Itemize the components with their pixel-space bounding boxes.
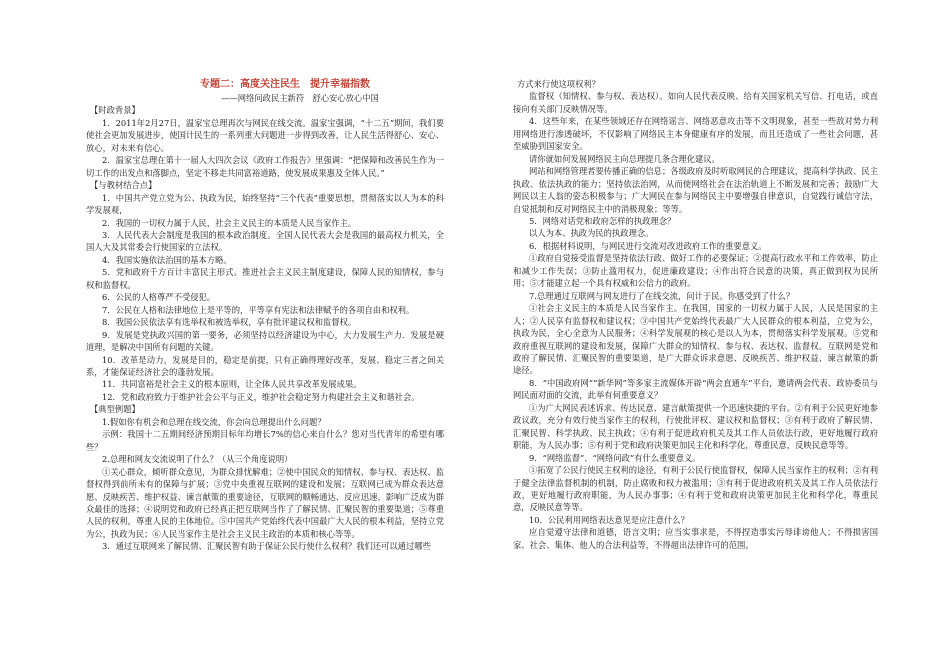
paragraph: 9．发展是党执政兴国的第一要务，必须坚持以经济建设为中心，大力发展生产力．发展是硬道理，是解决中国所有问题的关键。 <box>86 329 444 353</box>
right-column <box>513 78 878 551</box>
section-heading: 【与教材结合点】 <box>90 180 157 191</box>
paragraph: ①关心群众，倾听群众意见，为群众排忧解难；②使中国民众的知情权、参与权、表达权、监督权得到前所未有的保障与扩展；③党中央重视互联网的建设和发展；互联网已成为群众表达意愿、反映疾苦、维护权益、谏言献策的重要途径，互联网的顺畅通达、反应迅速、影响广泛成为群众最佳的选择；④说明党和政府已经真正把互联网当作了了解民情、汇聚民智的重要渠道；⑤尊重人民的权利，尊重人民的主体地位。⑤中国共产党始终代表中国最广大人民的根本利益，坚持立党为公，执政为民；⑥人民当家作主是社会主义民主政治的本质和核心等等。 <box>86 466 444 539</box>
paragraph: 5．网络对话党和政府怎样的执政理念？ <box>529 215 676 226</box>
paragraph: 示例：我国十二五期间经济预期目标年均增长7%的信心来自什么？您对当代青年的希望有哪些？ <box>86 429 444 452</box>
paragraph: 7.总理通过互联网与网友进行了在线交流，问计于民。你感受到了什么？ <box>529 290 795 301</box>
section-heading: 方式来行使这项权利？ <box>517 79 600 89</box>
paragraph: 10．公民利用网络表达意见是应注意什么？ <box>529 514 689 525</box>
paragraph: 应自觉遵守法律和道德，语言文明；应当实事求是，不得捏造事实污辱诽谤他人；不得损害国家、社会、集体、他人的合法利益等，不得超出法律许可的范围。 <box>513 527 878 550</box>
paragraph: 2．我国的一切权力属于人民，社会主义民主的本质是人民当家作主。 <box>102 217 357 228</box>
paragraph: 网站和网络管理者要传播正确的信息；各级政府及时听取网民的合理建议，提高科学执政、民主执政、依法执政的能力；坚持依法治网，从而使网络社会在法治轨道上不断发展和完善；鼓励广大网民以主人翁的姿态积极参与；广大网民在参与网络民主中要增强自律意识，自觉践行诚信守法，自觉抵制和反对网络民主中的消极现象；等等。 <box>513 166 878 214</box>
paragraph: 2．温家宝总理在第十一届人大四次会议《政府工作报告》里强调：“把保障和改善民生作为一切工作的出发点和落脚点，坚定不移走共同富裕道路，使发展成果惠及全体人民。” <box>86 155 444 178</box>
document-title: 专题二：高度关注民生 提升幸福指数 <box>200 79 370 90</box>
paragraph: 6．公民的人格尊严不受侵犯。 <box>102 292 216 303</box>
section-heading: 【典型例题】 <box>90 404 140 415</box>
left-column <box>86 78 444 553</box>
paragraph: 1.假如你有机会和总理在线交流，你会向总理提出什么问题？ <box>102 416 326 427</box>
paragraph: 7．公民在人格和法律地位上是平等的，平等享有宪法和法律赋予的各项自由和权利。 <box>102 304 415 315</box>
paragraph: 9．“网络监督”、“网络问政”有什么重要意义。 <box>529 452 701 463</box>
paragraph: 6．根据材料说明，与网民进行交流对改进政府工作的重要意义。 <box>529 240 767 251</box>
paragraph: 1．中国共产党立党为公、执政为民，始终坚持“三个代表”重要思想，贯彻落实以人为本的科学发展观， <box>86 192 444 216</box>
paragraph: ①社会主义民主的本质是人民当家作主。在我国，国家的一切权力属于人民，人民是国家的主人；②人民享有监督权和建议权；③中国共产党始终代表最广大人民群众的根本利益，立党为公，执政为民，全心全意为人民服务；④科学发展观的核心是以人为本，贯彻落实科学发展观。⑤党和政府重视互联网的建设和发展，保障广大群众的知情权、参与权、表达权、监督权。互联网是党和政府了解民情、汇聚民智的重要渠道，是广大群众诉求意愿、反映疾苦、维护权益、谏言献策的新途径。 <box>513 303 878 376</box>
paragraph: 10．改革是动力，发展是目的，稳定是前提，只有正确得理好改革，发展、稳定三者之间关系，才能保证经济社会的蓬勃发展。 <box>86 354 444 377</box>
paragraph: ①为广大网民表述诉求、传达民意、建言献策提供一个迅速快捷的平台。②有利于公民更好地参政议政，充分有效行使当家作主的权利，行使批评权、建议权和监督权；③有利于政府了解民情、汇聚民智、科学执政、民主执政；④有利于促进政府机关及其工作人员依法行政，更好地履行政府职能，为人民办事；⑤有利于党和政府决策更加民主化和科学化，尊重民意，反映民意等等。 <box>513 402 878 451</box>
paragraph: 12．党和政府致力于维护社会公平与正义，维护社会稳定努力构建社会主义和谐社会。 <box>102 391 420 402</box>
paragraph: 4．这些年来，在某些领域还存在网络谣言、网络恶意攻击等不文明现象，甚至一些敌对势力利用网络进行渗透破坏，不仅影响了网络民主本身健康有序的发展，而且还造成了一些社会问题，甚至威胁到国家安全。 <box>513 116 878 152</box>
right-column-body <box>513 78 878 551</box>
section-heading: 【时政背景】 <box>90 105 140 116</box>
paragraph: 1．2011年2月27日，温家宝总理再次与网民在线交流。温家宝强调，“十二五”期间，我们要使社会更加发展进步，使国计民生的一系列重大问题进一步得到改善，让人民生活得舒心、安心、放心，对未来有信心。 <box>86 117 444 153</box>
paragraph: 2.总理和网友交流说明了什么？（从三个角度说明） <box>102 454 293 465</box>
paragraph: 8．“中国政府网”“新华网”等多家主流媒体开辟“两会直通车”平台，邀请两会代表、政协委员与网民面对面的交流，此举有何重要意义？ <box>513 377 878 401</box>
paragraph: ①拓宽了公民行使民主权利的途径，有利于公民行使监督权，保障人民当家作主的权利；②有利于健全法律监督机制的机制，防止腐败和权力被滥用；③有利于促进政府机关及其工作人员依法行政，更好地履行政府职能，为人民办事事；④有利于党和政府决策更加民主化和科学化，尊重民意，反映民意等等。 <box>513 465 878 513</box>
paragraph: ①政府自觉接受监督是坚持依法行政、做好工作的必要保证；②提高行政水平和工作效率，防止和减少工作失误；③防止滥用权力，促进廉政建设；④作出符合民意的决策，真正做到权为民所用；⑤才能建立起一个具有权威和公信力的政府。 <box>513 253 878 289</box>
paragraph: 3．通过互联网来了解民情、汇聚民智有助于保证公民行使什么权利？我们还可以通过哪些 <box>102 541 431 552</box>
paragraph: 4．我国实施依法治国的基本方略。 <box>102 254 232 265</box>
paragraph: 监督权（知情权、参与权、表达权）。如向人民代表反映、给有关国家机关写信、打电话，或直接向有关部门反映情况等。 <box>513 91 878 114</box>
paragraph: 3．人民代表大会制度是我国的根本政治制度。全国人民代表大会是我国的最高权力机关，全国人大及其常委会行使国家的立法权。 <box>86 229 444 253</box>
paragraph: 8．我国公民依法享有选举权和被选举权，享有批评建议权和监督权。 <box>102 317 357 328</box>
paragraph: 请你就如何发展网络民主向总理提几条合理化建议。 <box>529 153 720 164</box>
left-column-body <box>86 104 444 552</box>
paragraph: 5．党和政府千方百计丰富民主形式。推进社会主义民主制度建设，保障人民的知情权，参与权和监督权。 <box>86 267 444 290</box>
paragraph: 11．共同富裕是社会主义的根本原则，让全体人民共享改革发展成果。 <box>102 379 362 390</box>
document-subtitle: ——网络问政民主新符 舒心安心放心中国 <box>221 93 379 103</box>
paragraph: 以人为本、执政为民的执政理念。 <box>529 228 654 239</box>
